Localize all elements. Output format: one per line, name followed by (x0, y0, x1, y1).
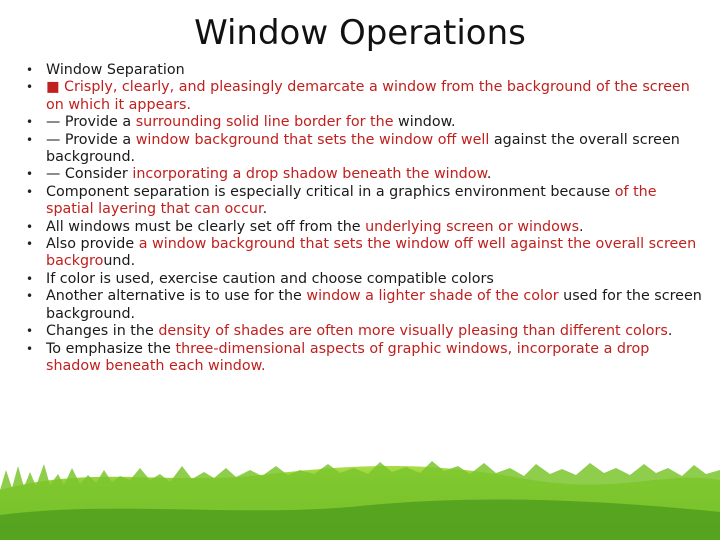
highlighted-text: window background that sets the window off well (135, 131, 490, 148)
bullet-icon: • (26, 324, 34, 339)
bullet-item (26, 288, 706, 323)
bullet-item (26, 219, 706, 236)
bullet-text: Window Separation (46, 62, 185, 78)
bullet-text: Another alternative is to use for the (46, 288, 307, 305)
highlighted-text: ■ Crisply, clearly, and pleasingly demarcate a window from the background of the screen on which it appears. (46, 79, 690, 113)
bullet-text: . (262, 201, 268, 218)
bullet-text: — Consider (46, 166, 133, 183)
highlighted-text: surrounding solid line border for the (135, 114, 394, 131)
bullet-text: Also provide (46, 236, 139, 253)
highlighted-text: window a lighter shade of the color (306, 288, 559, 305)
bullet-text: . (579, 218, 584, 235)
bullet-text: used for the screen background. (46, 288, 702, 322)
bullet-icon: • (26, 289, 34, 304)
bullet-item (26, 323, 706, 340)
bullet-item (26, 114, 706, 131)
highlighted-text: three-dimensional aspects of graphic windows, incorporate a drop shadow beneath each window. (46, 340, 650, 374)
bullet-text: All windows must be clearly set off from the (46, 218, 366, 235)
bullet-text: . (486, 166, 492, 183)
bullet-text: To emphasize the (46, 340, 176, 357)
highlighted-text: incorporating a drop shadow beneath the window (132, 166, 487, 183)
bullet-text: against the overall screen background. (46, 131, 680, 166)
bullet-item (26, 341, 706, 376)
bullet-icon: • (26, 271, 34, 286)
bullet-icon: • (26, 341, 34, 356)
bullet-item (26, 271, 706, 288)
bullet-text: window. (393, 114, 456, 131)
bullet-icon: • (26, 237, 34, 252)
bullet-icon: • (26, 219, 34, 234)
bullet-item (26, 62, 706, 79)
bullet-icon: • (26, 80, 34, 95)
bullet-icon: • (26, 115, 34, 130)
bullet-list (26, 62, 706, 375)
highlighted-text: density of shades are often more visually pleasing than different colors (158, 323, 668, 340)
bullet-item (26, 166, 706, 183)
bullet-icon: • (26, 167, 34, 182)
bullet-text: If color is used, exercise caution and choose compatible colors (46, 270, 494, 287)
bullet-item (26, 184, 706, 219)
bullet-text: — Provide a (46, 131, 136, 148)
bullet-icon: • (26, 184, 34, 199)
bullet-text: Component separation is especially critical in a graphics environment because (46, 183, 615, 200)
grass-decoration (0, 430, 720, 540)
bullet-icon: • (26, 63, 34, 77)
bullet-text: . (667, 323, 673, 340)
bullet-item (26, 79, 706, 114)
highlighted-text: a window background that sets the window off well against the overall screen backgro (46, 236, 697, 270)
bullet-item (26, 132, 706, 167)
highlighted-text: underlying screen or windows (365, 218, 580, 235)
slide-title: Window Operations (194, 13, 526, 53)
bullet-text: und. (103, 253, 136, 270)
bullet-text: Changes in the (46, 323, 159, 340)
bullet-icon: • (26, 132, 34, 147)
bullet-text: — Provide a (46, 114, 136, 131)
highlighted-text: of the spatial layering that can occur (46, 183, 657, 218)
bullet-item (26, 236, 706, 271)
